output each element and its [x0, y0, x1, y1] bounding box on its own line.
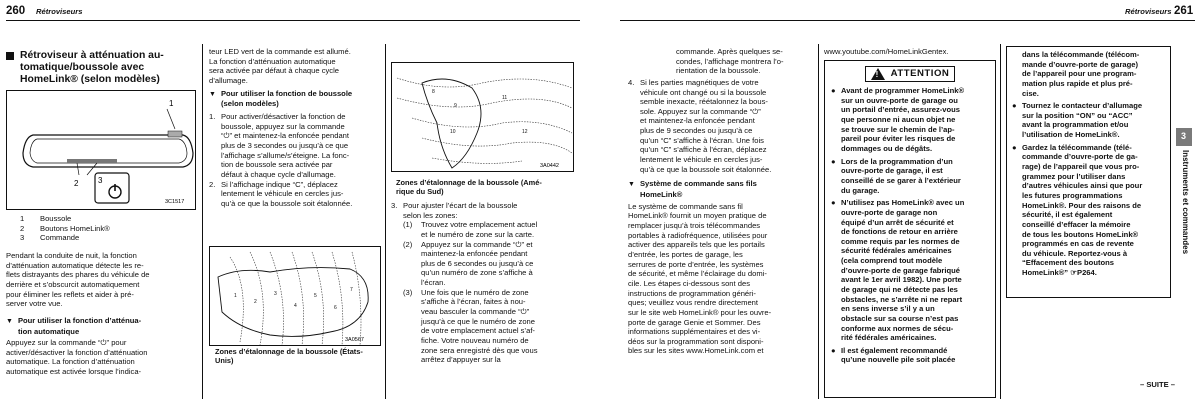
- list-item: 3. Pour ajuster l’écart de la boussole selon les zones:: [391, 201, 518, 220]
- continued-marker: – SUITE –: [1140, 380, 1176, 389]
- svg-text:4: 4: [294, 303, 297, 309]
- list-item: (1) Trouvez votre emplacement actuel et le numéro de zone sur la carte.: [403, 220, 538, 239]
- attention-box-continued: dans la télécommande (télécom- mande d’ouvre-porte de garage) de l’appareil pour une program- mation plus rapide et plus pré- cise. ● Tournez le contacteur d’allumage sur la position “ON” ou “ACC” avant la programmation et/ou l’utilisation de HomeLink®. ● Gardez la télécommande (télé- commande d’ouvre-porte de ga- rage) de l’appareil que vous pro- grammez pour l’utiliser dans d’autres véhicules ainsi que pour les futures programmations HomeLink®. Pour des raisons de sécurité, il est également conseillé d’effacer la mémoire de tous les boutons HomeLink® programmés en cas de revente du véhicule. Reportez-vous à “Effacement des boutons HomeLink®” ☞P264.: [1006, 46, 1171, 298]
- compass-step-list: [209, 112, 381, 208]
- attention-header: ! ATTENTION: [865, 66, 955, 82]
- svg-text:5: 5: [314, 293, 317, 299]
- chapter-number: 3: [1181, 131, 1187, 141]
- attention-box: [824, 60, 996, 398]
- column-rule: [1000, 44, 1001, 399]
- south-america-zone-map-caption: Zones d’étalonnage de la boussole (Amé- rique du Sud): [396, 178, 542, 197]
- attention-bullet: ● Avant de programmer HomeLink® sur un ouvre-porte de garage ou un portail d’entrée, assurez-vous que personne ni aucun objet ne se trouve sur le chemin de l’ap- pareil pour éviter les risques de dommages ou de dégâts.: [831, 86, 965, 154]
- column-rule: [385, 44, 386, 399]
- list-item: (3) Une fois que le numéro de zone s’affiche à l’écran, faites à nou- veau basculer la commande “⏻” jusqu’à ce que le numéro de zone de votre emplacement actuel s’af- fiche. Votre nouveau numéro de zone sera enregistré dès que vous arrêtez d’appuyer sur la: [403, 287, 538, 365]
- svg-text:12: 12: [522, 129, 528, 135]
- svg-text:3: 3: [274, 291, 277, 297]
- zone-substep-list: [391, 220, 577, 365]
- list-item: 4. Si les parties magnétiques de votre véhicule ont changé ou si la boussole semble inexacte, réétalonnez la bous- sole. Appuyez sur la commande “⏻” et maintenez-la enfoncée pendant plus de 9 secondes ou jusqu’à ce qu’un “C” s’affiche à l’écran. Une fois qu’un “C” s’affiche à l’écran, déplacez lentement le véhicule en cercles jus- qu’à ce que la boussole soit étalonnée.: [628, 77, 772, 174]
- compass-subheading: ▼ Pour utiliser la fonction de boussole (selon modèles): [209, 89, 381, 110]
- svg-text:3: 3: [98, 176, 103, 185]
- left-header-rule: [6, 20, 580, 21]
- svg-text:6: 6: [334, 305, 337, 311]
- usa-zone-map-figure: [209, 246, 381, 346]
- homelink-paragraph: Le système de commande sans fil HomeLink® fournit un moyen pratique de remplacer jusqu’à trois télécommandes portables à radiofréquence, utilisées pour activer des appareils tels que les portails d’entrée, les portes de garage, les serrures de porte d’entrée, les systèmes de sécurité, et même l’éclairage du domi- cile. Les étapes ci-dessous sont des instructions de programmation généri- ques; veuillez vous rendre directement sur le site web HomeLink® pour les ouvre- porte de garage Genie et Sommer. Des informations supplémentaires et des vi- déos sur la programmation sont disponi- bles sur les sites www.HomeLink.com et: [628, 201, 772, 356]
- svg-text:2: 2: [74, 179, 79, 188]
- legend-item: 2 Boutons HomeLink®: [20, 223, 110, 233]
- svg-text:8: 8: [432, 89, 435, 95]
- auto-dimming-subheading: ▼ Pour utiliser la fonction d’atténua- tion automatique: [6, 316, 200, 337]
- legend-item: 1 Boussole: [20, 214, 72, 223]
- left-column-1: [6, 50, 196, 86]
- compass-display: [168, 131, 182, 137]
- attention-bullet: ● Lors de la programmation d’un ouvre-porte de garage, il est conseillé de se garer à l’extérieur du garage.: [831, 156, 961, 195]
- column-rule: [202, 44, 203, 399]
- right-running-title: Rétroviseurs: [1125, 7, 1172, 16]
- svg-text:11: 11: [502, 95, 508, 101]
- mirror-figure: [6, 90, 196, 210]
- left-running-title: Rétroviseurs: [36, 7, 83, 16]
- section-title: Rétroviseur à atténuation au- tomatique/boussole avec HomeLink® (selon modèles): [6, 50, 196, 86]
- homelink-buttons: [67, 159, 117, 163]
- legend-item: 3 Commande: [20, 233, 80, 243]
- warning-triangle-icon: [871, 68, 885, 80]
- chapter-title: Instruments et commandes: [1181, 150, 1190, 255]
- figure-legend: [20, 214, 196, 243]
- usa-zone-map: [210, 247, 381, 346]
- south-america-zone-map: [392, 63, 574, 172]
- homelink-url: www.youtube.com/HomeLinkGentex.: [824, 47, 949, 56]
- south-america-zone-map-figure: [391, 62, 574, 172]
- svg-text:9: 9: [454, 103, 457, 109]
- svg-text:3C1517: 3C1517: [165, 199, 185, 205]
- svg-text:10: 10: [450, 129, 456, 135]
- usa-zone-map-caption: Zones d’étalonnage de la boussole (États- Unis): [215, 347, 363, 366]
- svg-text:7: 7: [350, 287, 353, 293]
- auto-dimming-paragraph: Appuyez sur la commande “⏻” pour activer/désactiver la fonction d’atténuation automatique. La fonction d’atténuation automatique est activée lorsque l’indica-: [6, 338, 148, 376]
- right-column-1: commande. Après quelques se- condes, l’affichage montrera l’o- rientation de la boussole. 4. Si les parties magnétiques de votre véhicule ont changé ou si la boussole semble inexacte, réétalonnez la bous- sole. Appuyez sur la commande “⏻” et maintenez-la enfoncée pendant plus de 9 secondes ou jusqu’à ce qu’un “C” s’affiche à l’écran. Une fois qu’un “C” s’affiche à l’écran, déplacez lentement le véhicule en cercles jus- qu’à ce que la boussole soit étalonnée. ▼ Système de commande sans fils HomeLink® Le système de commande sans fil HomeLink® fournit un moyen pratique de remplacer jusqu’à trois télécommandes portables à radiofréquence, utilisées pour activer des appareils tels que les portails d’entrée, les portes de garage, les serrures de porte d’entrée, les systèmes de sécurité, et même l’éclairage du domi- cile. Les étapes ci-dessous sont des instructions de programmation généri- ques; veuillez vous rendre directement sur le site web HomeLink® pour les ouvre- porte de garage Genie et Sommer. Des informations supplémentaires et des vi- déos sur la programmation sont disponi- bles sur les sites www.HomeLink.com et: [628, 47, 814, 356]
- attention-bullet: ● Tournez le contacteur d’allumage sur la position “ON” ou “ACC” avant la programmation et/ou l’utilisation de HomeLink®.: [1012, 101, 1143, 140]
- attention-bullet: ● Il est également recommandé qu’une nouvelle pile soit placée: [831, 345, 956, 365]
- night-driving-paragraph: Pendant la conduite de nuit, la fonction d’atténuation automatique détecte les re- flets distrayants des phares du véhicule de derrière et s’obscurcit automatiquement pour éliminer les reflets et aider à pré- server votre vue.: [6, 251, 150, 309]
- rearview-mirror-illustration: [7, 91, 196, 210]
- svg-text:3A0442: 3A0442: [540, 163, 559, 169]
- list-item: (2) Appuyez sur la commande “⏻” et maintenez-la enfoncée pendant plus de 6 secondes ou jusqu’à ce qu’un numéro de zone s’affiche à l’écran.: [403, 239, 534, 288]
- list-item: 2. Si l’affichage indique “C”, déplacez lentement le véhicule en cercles jus- qu’à ce que la boussole soit étalonnée.: [209, 179, 353, 208]
- homelink-subheading: ▼ Système de commande sans fils HomeLink®: [628, 179, 814, 200]
- svg-text:3A0567: 3A0567: [345, 337, 364, 343]
- left-page-number: 260: [6, 5, 26, 17]
- right-header-rule: [620, 20, 1195, 21]
- attention-bullet: ● Gardez la télécommande (télé- commande d’ouvre-porte de ga- rage) de l’appareil que vous pro- grammez pour l’utiliser dans d’autres véhicules ainsi que pour les futures programmations HomeLink®. Pour des raisons de sécurité, il est également conseillé d’effacer la mémoire de tous les boutons HomeLink® programmés en cas de revente du véhicule. Reportez-vous à “Effacement des boutons HomeLink®” ☞P264.: [1012, 142, 1143, 278]
- right-page-number: 261: [1174, 5, 1194, 17]
- attention-bullet: ● N’utilisez pas HomeLink® avec un ouvre-porte de garage non équipé d’un arrêt de sécurité et de fonctions de retour en arrière comme requis par les normes de sécurité fédérales américaines (cela comprend tout modèle d’ouvre-porte de garage fabriqué avant le 1er avril 1982). Une porte de garage qui ne détecte pas les obstacles, ne s’arrête ni ne repart en sens inverse s’il y a un obstacle sur sa course n’est pas conforme aux normes de sécu- rité fédérales américaines.: [831, 198, 965, 343]
- column-rule: [818, 44, 819, 399]
- left-column-2-top: teur LED vert de la commande est allumé. La fonction d’atténuation automatique sera activée par défaut à chaque cycle d’allumage. ▼ Pour utiliser la fonction de boussole (selon modèles) 1. Pour activer/désactiver la fonction de boussole, appuyez sur la commande “⏻” et maintenez-la enfoncée pendant plus de 3 secondes ou jusqu’à ce que l’affichage s’allume/s’éteigne. La fonc- tion de boussole sera activée par défaut à chaque cycle d’allumage. 2. Si l’affichage indique “C”, déplacez lentement le véhicule en cercles jus- qu’à ce que la boussole soit étalonnée.: [209, 47, 381, 208]
- svg-text:1: 1: [234, 293, 237, 299]
- square-bullet-icon: [6, 52, 14, 60]
- svg-text:1: 1: [169, 99, 174, 108]
- svg-text:2: 2: [254, 299, 257, 305]
- zone-adjust-step: [391, 201, 577, 365]
- list-item: 1. Pour activer/désactiver la fonction de boussole, appuyez sur la commande “⏻” et maintenez-la enfoncée pendant plus de 3 secondes ou jusqu’à ce que l’affichage s’allume/s’éteigne. La fonc- tion de boussole sera activée par défaut à chaque cycle d’allumage.: [209, 112, 350, 179]
